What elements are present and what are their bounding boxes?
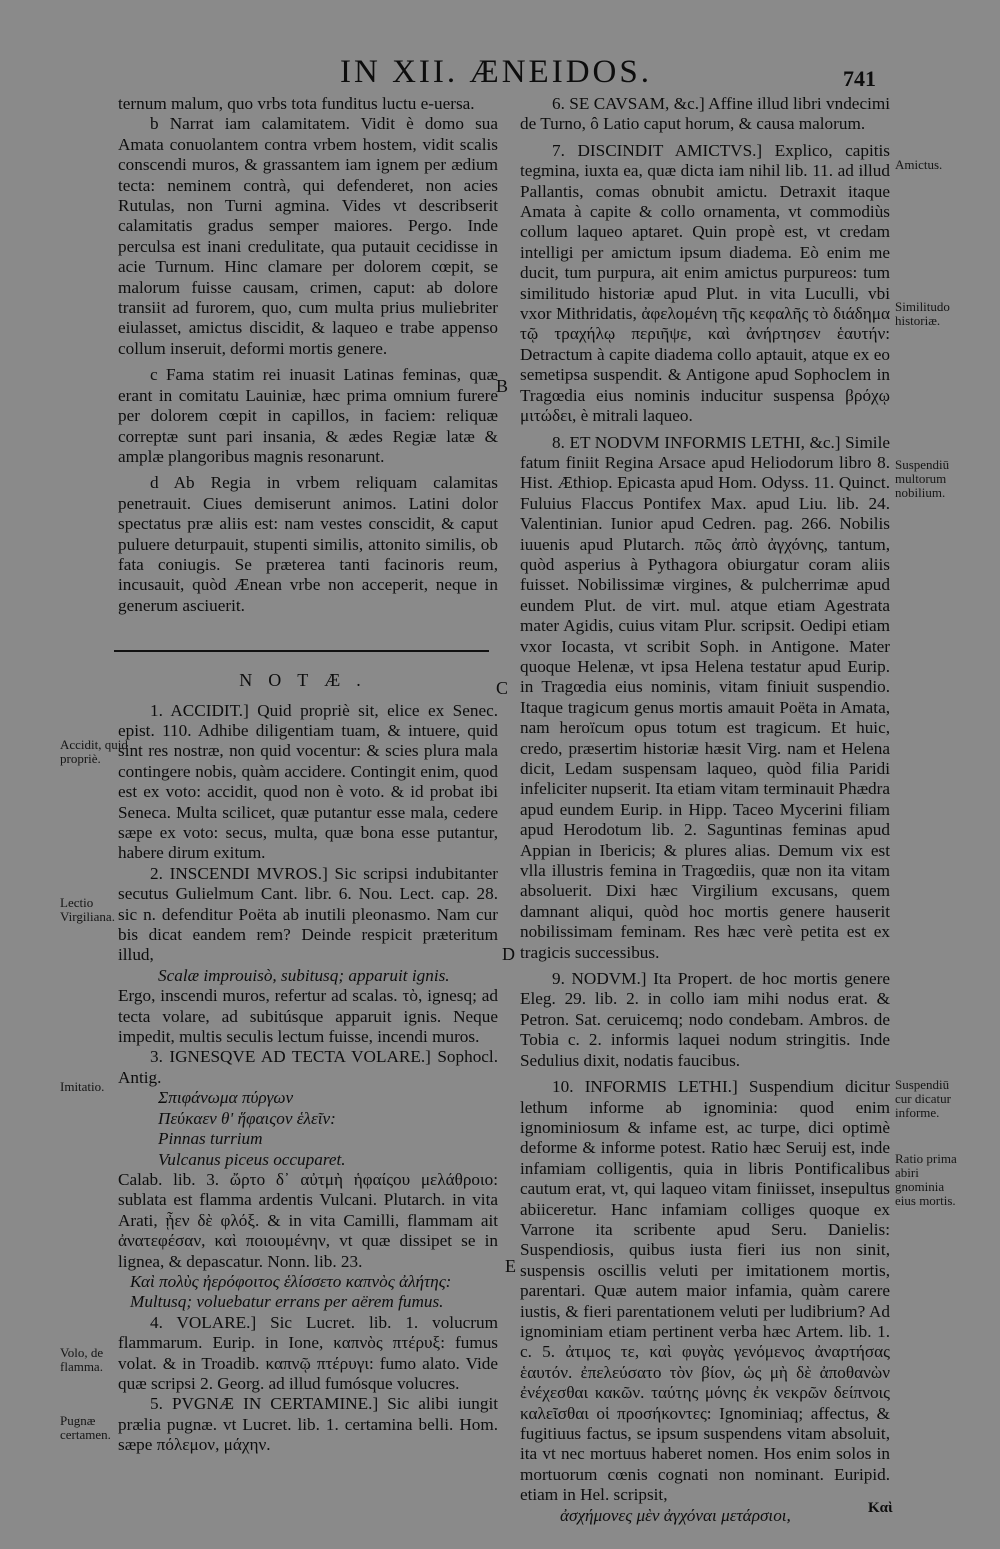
note-paragraph: Ergo, inscendi muros, refertur ad scalas. τὸ, ignesq; ad tecta volare, ad subitúsque apparuit ignis. Neque impedit, multis seculis lectum fuisse, incendi muros. — [118, 986, 498, 1047]
verse-line: Pinnas turrium — [158, 1129, 263, 1149]
margin-note: Suspendiū cur dicatur informe. — [895, 1077, 951, 1120]
section-rule — [114, 650, 489, 652]
verse-line: Multusq; voluebatur errans per aërem fumus. — [130, 1292, 444, 1312]
note-paragraph: 7. DISCINDIT AMICTVS.] Explico, capitis tegmina, iuxta ea, quæ dicta iam nihil lib. 11. ad illud Pallantis, comas obnubit amictu. Detraxit itaque Amata à capite & collo ornamenta, vt commodiùs collum laqueo aptaret. Quin propè est, vt credam intelligi per amictum ipsum diadema. Eò enim me ducit, tum purpura, ait enim amictus purpureos: tum similitudo historiæ apud Plut. in vita Luculli, vbi vxor Mithridatis, ἀφελομένη τῆς κεφαλῆς τὸ διάδημα τῷ τραχήλῳ περιῆψε, καὶ ἀνήρτησεν ἑαυτήν: Detractum à capite diadema collo aptauit, atque ex eo semetipsa suspendit. & Antigone apud Sophoclem in Tragœdia eius nominis inducitur suspensa βρόχῳ μιτώδει, è mitrali laqueo. — [520, 140, 890, 426]
note-paragraph: 4. VOLARE.] Sic Lucret. lib. 1. volucrum flammarum. Eurip. in Ione, καπνὸς πτέρυξ: fumus volat. & in Troadib. καπνῷ πτέρυγι: fumo alato. Vide quæ scripsi 2. Georg. ad illud fumósque volucres. — [118, 1312, 498, 1393]
verse-line: Σπιφάνωμα πύργων — [158, 1088, 294, 1108]
verse-line: ἀσχήμονες μὲν ἀγχόναι μετάρσιοι, — [560, 1505, 791, 1525]
margin-note: Lectio Virgiliana. — [60, 895, 115, 924]
margin-note: Imitatio. — [60, 1079, 105, 1094]
margin-note: Pugnæ certamen. — [60, 1413, 111, 1442]
commentary-paragraph: ternum malum, quo vrbs tota funditus luctu e-uersa. — [118, 94, 475, 113]
catchword: Kαὶ — [868, 1500, 893, 1516]
running-head: IN XII. ÆNEIDOS. — [340, 54, 652, 90]
right-column — [520, 94, 890, 1526]
verse-line: Πεύκαεν θ' ἥφαιςον ἑλεῖν: — [158, 1108, 336, 1128]
note-paragraph: 5. PVGNÆ IN CERTAMINE.] Sic alibi iungit prælia pugnæ. vt Lucret. lib. 1. certamina belli. Hom. sæpe πόλεμον, μάχην. — [118, 1394, 498, 1455]
left-column — [118, 94, 498, 1456]
section-letter-d: D — [502, 944, 515, 964]
margin-note: Accidit, quid propriè. — [60, 737, 128, 766]
verse-line: Vulcanus piceus occuparet. — [158, 1149, 346, 1169]
margin-note: Ratio prima abiri gnominia eius mortis. — [895, 1151, 957, 1208]
verse-line: Καὶ πολὺς ἠερόφοιτος ἑλίσσετο καπνὸς ἀλήτης: — [130, 1271, 452, 1291]
commentary-paragraph: b Narrat iam calamitatem. Vidit è domo sua Amata conuolantem contra vrbem hostem, vidit scalis conscendi muros, & grassantem iam ignem per ædium tecta: neminem contrà, qui defenderet, non acies Rutulas, non Turni agmina. Vides vt describserit calamitatis gradus semper maiores. Pergo. Inde perculsa est inani credulitate, qua putauit cecidisse in acie Turnum. Hinc clamare per dolorem cœpit, se malorum fuisse causam, crimen, caput: ab dolore transiit ad furorem, quo, cum multa prius muliebriter eiulasset, amictus discidit, & laqueo e trabe appenso collum inseruit, deformi mortis genere. — [118, 114, 498, 358]
notes-heading: NOTÆ. — [239, 670, 377, 691]
note-paragraph: 2. INSCENDI MVROS.] Sic scripsi indubitanter secutus Gulielmum Cant. libr. 6. Nou. Lect. cap. 28. sic n. defenditur Poëta ab inutili pleonasmo. Nam cur bis dicat eandem rem? Deinde respicit præteritum illud, — [118, 863, 498, 965]
note-paragraph: 10. INFORMIS LETHI.] Suspendium dicitur lethum informe ab ignominia: quod enim ignominiosum & infame est, ac turpe, dici optimè deforme & informe potest. Ratio hæc Seruij est, inde infamiam colligentis, quia in libris Pontificalibus cautum erat, vt, qui laqueo vitam finiisset, insepultus abiiceretur. Hanc infamiam colliges quoque ex Varrone ita scribente apud Seru. Danielis: Suspendiosis, quibus iusta fieri ius non sinit, suspensis oscillis veluti per imitationem mortis, parentari. Quæ autem maior infamia, quàm carere iustis, & fieri parentationem veluti per ludibrium? Ad ignominiam etiam pertinent verba hæc Artem. lib. 1. c. 5. ἀτιμος τε, καὶ φυγὰς γενόμενος ἀναρτήσας ἑαυτόν. ἐπελεύσατο τὸν βίον, ὡς μὴ δὲ ἀποθανὼν ἐνέχεσθαι κακῶν. ταύτης μόνης ἐκ νεκρῶν δείπνοις καλεῖσθαι οἱ προσήκοντες: Ignominiaq; affectus, & fugitiuus factus, se ipsum suspendens vitam absoluit, ita vt nec mortuus haberet nomen. Hos enim solos in mortuorum cœnis cognati non nominant. Euripid. etiam in Hel. scripsit, — [520, 1077, 890, 1505]
section-letter-b: B — [496, 376, 509, 396]
commentary-paragraph: d Ab Regia in vrbem reliquam calamitas penetrauit. Ciues demiserunt animos. Latini dolor spectatus præ aliis est: nam vestes conscidit, & caput puluere deturpauit, stupenti similis, attonito similis, ob fata coniugis. Se præterea tanti facinoris reum, incusauit, quòd Ænean vrbe non acceperit, neque in generum asciuerit. — [118, 473, 498, 615]
note-paragraph: 8. ET NODVM INFORMIS LETHI, &c.] Simile fatum finiit Regina Arsace apud Heliodorum libro 8. Hist. Æthiop. Epicasta apud Hom. Odyss. 11. Quinct. Fuluius Flaccus Pontifex Max. apud Liu. lib. 24. Valentinian. Iunior apud Cedren. pag. 266. Nobilis iuuenis apud Plutarch. πῶς ἀπὸ ἀγχόνης, tantum, quòd asperius à Pythagora obiurgatur coram aliis fuisset. Nobilissimæ virgines, & pulcherrimæ apud eundem Plut. de virt. mul. atque etiam Agestrata mater Agidis, cuius vitam Plur. scripsit. Oedipi etiam vxor Iocasta, vt scribit Soph. in Antigone. Mater quoque Helenæ, vt ipsa Helena testatur apud Eurip. in Tragœdia eius nominis, vitam finiuit suspendio. Itaque tragicum genus mortis amauit Poëta in Amata, nam heroïcum opus totum est tragicum. Et huic, credo, præsertim historiæ hæsit Virg. nam et Helena dicit, Ledam suspensam laqueo, quòd filia Paridi infeliciter nupserit. Ita etiam vitam terminauit Phædra apud eundem Eurip. in Hipp. Taceo Mycerini filiam apud Herodotum lib. 2. Saguntinas feminas apud Appian in Ibericis; & plures alias. Demum vix est vlla illustris femina in Tragœdiis, quæ non ita vitam absoluerit. Dixi hæc Virgilium excusans, quem damnant aliqui, quòd hoc mortis genere hauserit nobilissimam feminam. Res hæc verè petita est ex tragicis successibus. — [520, 432, 890, 962]
note-paragraph: 6. SE CAVSAM, &c.] Affine illud libri vndecimi de Turno, ô Latio caput horum, & causa malorum. — [520, 94, 890, 134]
margin-note: Similitudo historiæ. — [895, 299, 950, 328]
commentary-paragraph: c Fama statim rei inuasit Latinas feminas, quæ erant in comitatu Lauiniæ, hæc prima omnium furere per dolorem cœpit in capillos, in faciem: reliquæ correptæ sunt pari insania, & ædes Regiæ latæ & amplæ plangoribus magnis resonarunt. — [118, 365, 498, 466]
note-paragraph: Calab. lib. 3. ὤρτο δ᾽ αὐτμὴ ἡφαίςου μελάθροιο: sublata est flamma ardentis Vulcani. Plutarch. in vita Arati, ᾖεν δὲ φλόξ. & in vita Camilli, flammam ait ἀνατεφέσαν, καὶ ποιουμένην, vt quæ dissipet se in lignea, & depascatur. Nonn. lib. 23. — [118, 1169, 498, 1271]
margin-note: Suspendiū multorum nobilium. — [895, 457, 950, 500]
section-letter-c: C — [496, 678, 509, 698]
margin-note: Volo, de flamma. — [60, 1345, 104, 1374]
note-paragraph: 3. IGNESQVE AD TECTA VOLARE.] Sophocl. Antig. — [118, 1047, 498, 1087]
verse-line: Scalæ improuisò, subitusq; apparuit ignis. — [158, 965, 450, 985]
page-header — [0, 54, 1000, 94]
margin-note: Amictus. — [895, 157, 943, 172]
page-number: 741 — [843, 66, 876, 91]
note-paragraph: 9. NODVM.] Ita Propert. de hoc mortis genere Eleg. 29. lib. 2. in collo iam mihi nodus erat. & Petron. Sat. ceruicemq; nodo condebam. Ambros. de Tobia c. 2. informis laquei nodum stringitis. Inde Sedulius dixit, nodatis faucibus. — [520, 969, 890, 1070]
note-paragraph: 1. ACCIDIT.] Quid propriè sit, elice ex Senec. epist. 110. Adhibe diligentiam tuam, & intuere, quid sint res nostræ, non quid vocentur: & scies plura mala contingere nobis, quàm accidere. Contingit enim, quod est ex voto: accidit, quod non è voto. & id probat ibi Seneca. Multa scilicet, quæ putantur esse mala, cedere sæpe ex voto: secus, multa, quæ bona esse putantur, habere dirum exitum. — [118, 700, 498, 863]
section-letter-e: E — [505, 1256, 516, 1276]
